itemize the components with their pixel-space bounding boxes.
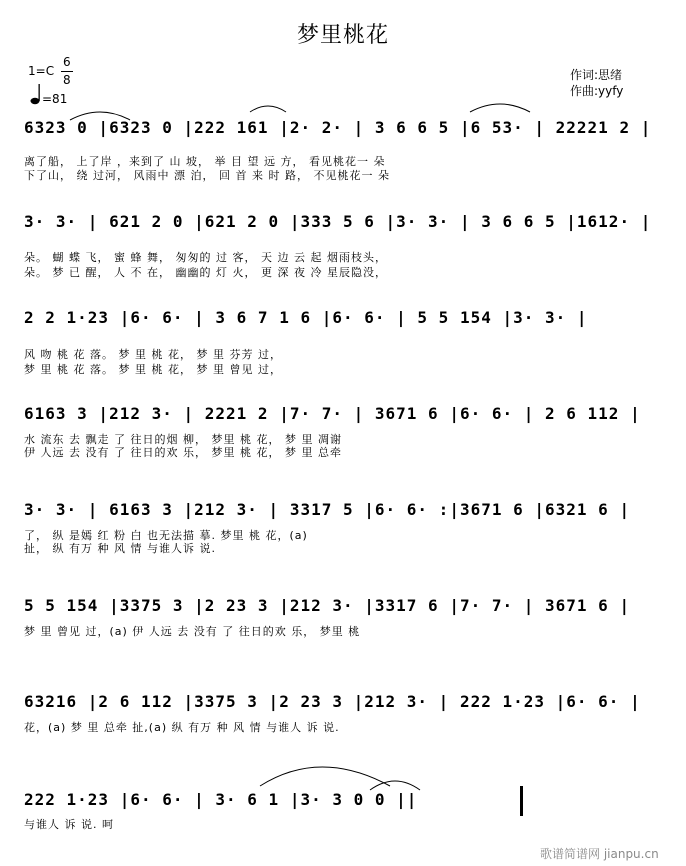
- key-signature: 1=C: [28, 64, 55, 78]
- time-signature-bottom: 8: [63, 73, 71, 87]
- lyric-line-verse1: 水 流东 去 飘走 了 往日的烟 柳， 梦里 桃 花， 梦 里 凋谢: [24, 433, 342, 446]
- site-watermark: 歌谱简谱网 jianpu.cn: [540, 847, 659, 861]
- lyric-line-verse1: 朵。 蝴 蝶 飞， 蜜 蜂 舞， 匆匆的 过 客， 天 边 云 起 烟雨枝头，: [24, 251, 387, 264]
- notation-line: 222 1·23 |6· 6· | 3· 6 1 |3· 3 0 0 ||: [24, 790, 418, 809]
- slur-arc: [70, 112, 130, 120]
- notation-line: 2 2 1·23 |6· 6· | 3 6 7 1 6 |6· 6· | 5 5 154 |3· 3· |: [24, 308, 588, 327]
- lyric-line-verse2: 朵。 梦 已 醒， 人 不 在， 幽幽的 灯 火， 更 深 夜 冷 星辰隐没，: [24, 266, 387, 279]
- notation-line: 3· 3· | 6163 3 |212 3· | 3317 5 |6· 6· :|3671 6 |6321 6 |: [24, 500, 631, 519]
- notation-line: 63216 |2 6 112 |3375 3 |2 23 3 |212 3· | 222 1·23 |6· 6· |: [24, 692, 641, 711]
- notation-line: 6163 3 |212 3· | 2221 2 |7· 7· | 3671 6 |6· 6· | 2 6 112 |: [24, 404, 641, 423]
- lyric-line-verse2: 扯， 纵 有万 种 风 情 与谁人诉 说.: [24, 542, 216, 555]
- slur-arc: [260, 767, 390, 786]
- lyric-line-verse1: 花，(a) 梦 里 总牵 扯,(a) 纵 有万 种 风 情 与谁人 诉 说.: [24, 721, 340, 734]
- lyric-line-verse1: 离了船， 上了岸 ，来到了 山 坡， 举 目 望 远 方， 看见桃花一 朵: [24, 155, 386, 168]
- time-signature-top: 6: [63, 55, 71, 69]
- slur-arc: [370, 781, 420, 790]
- notation-line: 6323 0 |6323 0 |222 161 |2· 2· | 3 6 6 5 |6 53· | 22221 2 |: [24, 118, 652, 137]
- lyric-line-verse2: 梦 里 桃 花 落。 梦 里 桃 花， 梦 里 曾见 过，: [24, 363, 282, 376]
- notation-line: 5 5 154 |3375 3 |2 23 3 |212 3· |3317 6 |7· 7· | 3671 6 |: [24, 596, 631, 615]
- tempo-marking: =81: [42, 92, 68, 106]
- lyric-line-verse1: 风 吻 桃 花 落。 梦 里 桃 花， 梦 里 芬芳 过，: [24, 348, 282, 361]
- lyric-line-verse1: 了， 纵 是嫣 红 粉 白 也无法描 摹. 梦里 桃 花，(a): [24, 529, 308, 542]
- lyric-line-verse1: 梦 里 曾见 过，(a) 伊 人远 去 没有 了 往日的欢 乐， 梦里 桃: [24, 625, 361, 638]
- page-title: 梦里桃花: [296, 23, 389, 48]
- lyricist-credit: 作词:思绪: [570, 68, 623, 82]
- lyric-line-verse2: 伊 人远 去 没有 了 往日的欢 乐， 梦里 桃 花， 梦 里 总牵: [24, 446, 342, 459]
- lyric-line-verse1: 与谁人 诉 说. 呵: [24, 818, 114, 831]
- slur-arc: [250, 106, 286, 112]
- lyric-line-verse2: 下了山， 绕 过河， 风雨中 漂 泊， 回 首 来 时 路， 不见桃花一 朵: [24, 169, 390, 182]
- notation-line: 3· 3· | 621 2 0 |621 2 0 |333 5 6 |3· 3· | 3 6 6 5 |1612· |: [24, 212, 652, 231]
- composer-credit: 作曲:yyfy: [570, 84, 624, 98]
- slur-arc: [470, 104, 530, 112]
